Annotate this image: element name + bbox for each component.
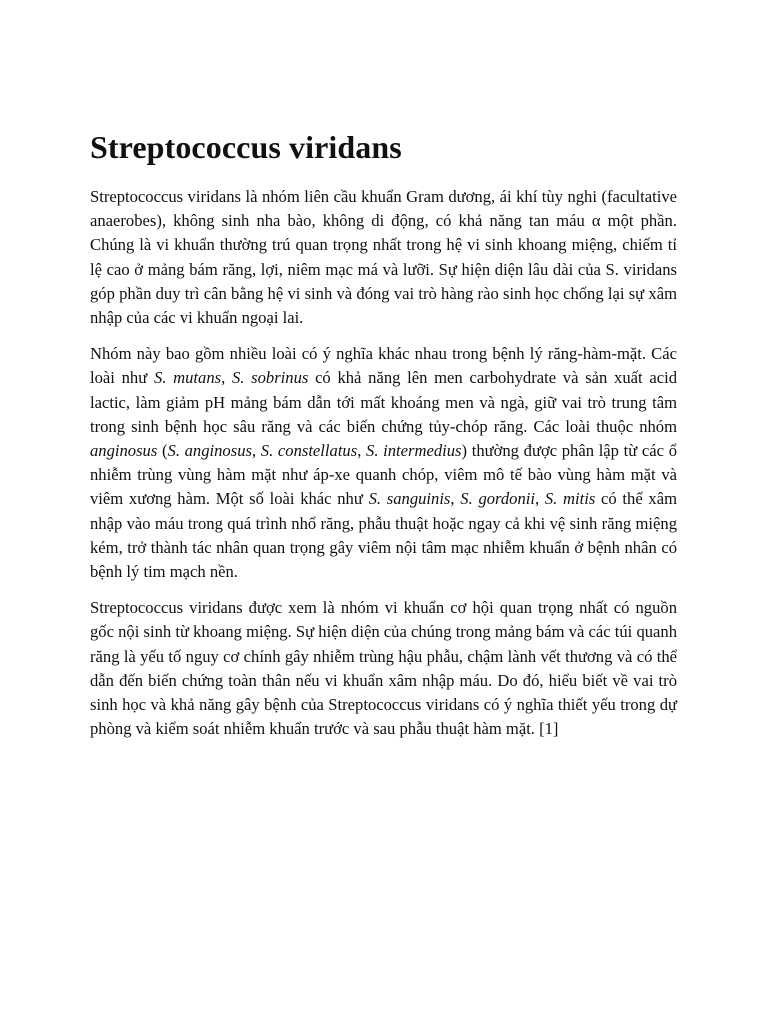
document-title: Streptococcus viridans — [90, 129, 402, 165]
species-name: S. anginosus — [167, 441, 252, 461]
document-page — [90, 127, 677, 753]
species-name: S. mitis — [544, 489, 596, 509]
paragraph-species-text: , — [357, 441, 367, 461]
paragraph-species-text: ) thường được phân lập từ các ổ nhiễm trùng vùng hàm mặt như áp-xe quanh chóp, viêm mô tế bào vùng hàm mặt và viêm xương hàm. Một số loài khác như — [90, 441, 677, 509]
paragraph-species-text: , — [221, 368, 232, 388]
paragraph-species-text: có thể xâm nhập vào máu trong quá trình nhổ răng, phẫu thuật hoặc ngay cả khi vệ sinh răng miệng kém, trở thành tác nhân quan trọng gây viêm nội tâm mạc nhiễm khuẩn ở bệnh nhân có bệnh lý tim mạch nền. — [90, 489, 677, 582]
species-group-name: anginosus — [90, 441, 158, 461]
species-name: S. constellatus — [260, 441, 358, 461]
paragraph-species-text: , — [534, 489, 545, 509]
paragraph-species-text: có khả năng lên men carbohydrate và sản xuất acid lactic, làm giảm pH mảng bám dẫn tới mất khoáng men và ngà, giữ vai trò trung tâm trong sinh bệnh học sâu răng và các biến chứng tủy-chóp răng. Các loài thuộc nhóm — [90, 368, 677, 436]
paragraph-intro: Streptococcus viridans là nhóm liên cầu khuẩn Gram dương, ái khí tùy nghi (facultative anaerobes), không sinh nha bào, không di động, có khả năng tan máu α một phần. Chúng là vi khuẩn thường trú quan trọng nhất trong hệ vi sinh khoang miệng, chiếm tỉ lệ cao ở mảng bám răng, lợi, niêm mạc má và lưỡi. Sự hiện diện lâu dài của S. viridans góp phần duy trì cân bằng hệ vi sinh và đóng vai trò hàng rào sinh học chống lại sự xâm nhập của các vi khuẩn ngoại lai. — [90, 187, 677, 328]
paragraph-conclusion: Streptococcus viridans được xem là nhóm vi khuẩn cơ hội quan trọng nhất có nguồn gốc nội sinh từ khoang miệng. Sự hiện diện của chúng trong mảng bám và các túi quanh răng là yếu tố nguy cơ chính gây nhiễm trùng hậu phẫu, chậm lành vết thương và có thể dẫn đến biến chứng toàn thân nếu vi khuẩn xâm nhập máu. Do đó, hiểu biết về vai trò sinh học và khả năng gây bệnh của Streptococcus viridans có ý nghĩa thiết yếu trong dự phòng và kiểm soát nhiễm khuẩn trước và sau phẫu thuật hàm mặt. [1] — [90, 598, 677, 739]
species-name: S. sobrinus — [231, 368, 309, 388]
species-name: S. sanguinis — [368, 489, 451, 509]
paragraph-species-text: ( — [157, 441, 168, 461]
species-name: S. gordonii — [460, 489, 535, 509]
species-name: S. mutans — [153, 368, 222, 388]
paragraph-species-text: , — [251, 441, 261, 461]
paragraph-species — [90, 342, 677, 584]
paragraph-species-text: Nhóm này bao gồm nhiều loài có ý nghĩa khác nhau trong bệnh lý răng-hàm-mặt. Các loài như — [90, 344, 677, 388]
species-name: S. intermedius — [366, 441, 462, 461]
paragraph-species-text: , — [450, 489, 461, 509]
